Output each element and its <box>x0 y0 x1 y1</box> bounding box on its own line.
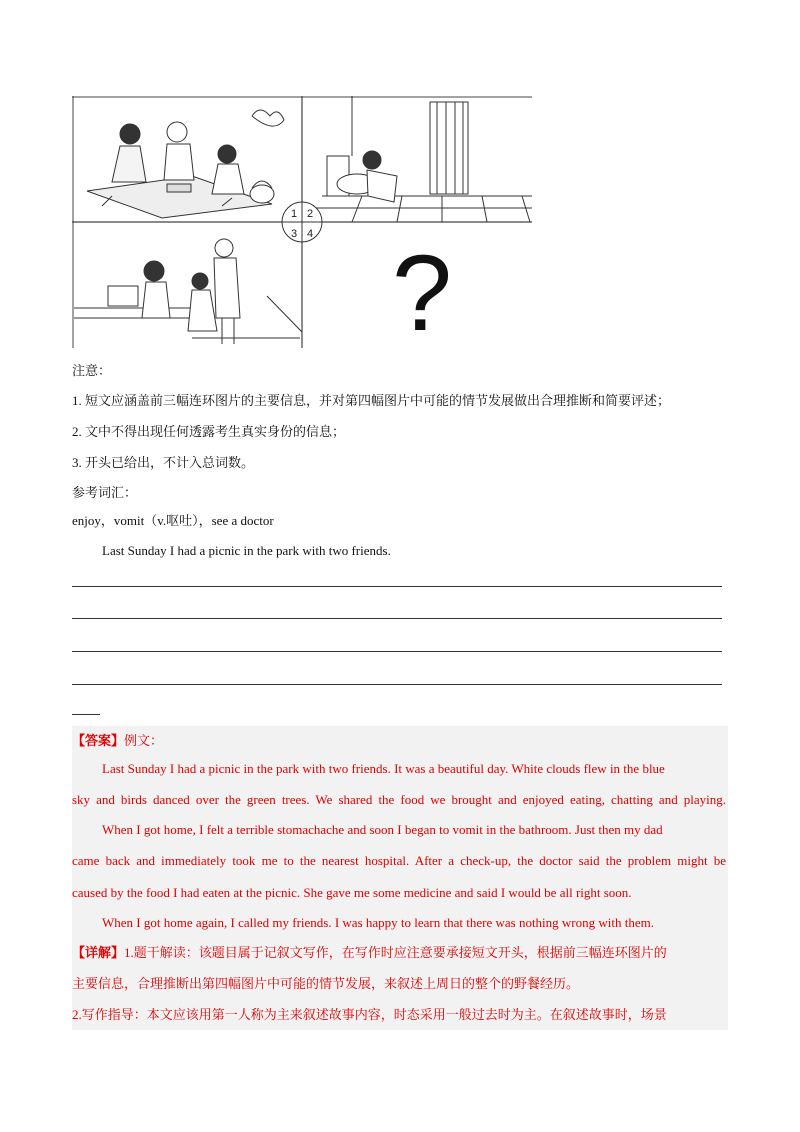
notice-item-3: 3. 开头已给出，不计入总词数。 <box>72 455 255 470</box>
panel-number-badge <box>282 202 322 242</box>
detail-line-3: 2.写作指导：本文应该用第一人称为主来叙述故事内容，时态采用一般过去时为主。在叙述故事时，场景 <box>72 1007 667 1022</box>
panel-number-4: 4 <box>307 228 314 240</box>
panel-4-question-mark: ? <box>392 232 453 348</box>
panel-number-3: 3 <box>291 228 298 240</box>
answer-heading <box>72 732 163 750</box>
notice-item-1: 1. 短文应涵盖前三幅连环图片的主要信息，并对第四幅图片中可能的情节发展做出合理推断和简要评述； <box>72 393 671 408</box>
detail-label: 【详解】 <box>72 945 125 960</box>
answer-label-suffix: 例文： <box>124 733 164 748</box>
writing-line <box>72 586 722 587</box>
answer-line-6: When I got home again, I called my friends. I was happy to learn that there was nothing wrong with them. <box>102 915 654 930</box>
notice-item-2: 2. 文中不得出现任何透露考生真实身份的信息； <box>72 424 346 439</box>
detail-line-1-text: 1.题干解读：该题目属于记叙文写作，在写作时应注意要承接短文开头，根据前三幅连环图片的 <box>124 945 667 960</box>
answer-label: 【答案】 <box>72 733 125 748</box>
answer-line-1: Last Sunday I had a picnic in the park with two friends. It was a beautiful day. White clouds flew in the blue <box>102 761 665 776</box>
vocab-title: 参考词汇： <box>72 485 138 500</box>
answer-line-2: sky and birds danced over the green trees. We shared the food we brought and enjoyed eating, chatting and playing. <box>72 792 726 807</box>
detail-line-2: 主要信息，合理推断出第四幅图片中可能的情节发展，来叙述上周日的整个的野餐经历。 <box>72 976 580 991</box>
notice-title: 注意： <box>72 363 112 378</box>
panel-number-1: 1 <box>291 208 298 220</box>
writing-line <box>72 684 722 685</box>
detail-line-1 <box>72 944 667 962</box>
writing-line <box>72 618 722 619</box>
writing-line-end <box>72 714 100 715</box>
opening-sentence: Last Sunday I had a picnic in the park with two friends. <box>102 543 391 558</box>
panel-number-2: 2 <box>307 208 314 220</box>
vocab-words: enjoy，vomit（v.呕吐），see a doctor <box>72 513 274 528</box>
comic-strip-illustration <box>72 96 534 348</box>
writing-line <box>72 651 722 652</box>
answer-line-4: came back and immediately took me to the nearest hospital. After a check-up, the doctor said the problem might be <box>72 853 726 868</box>
answer-line-3: When I got home, I felt a terrible stomachache and soon I began to vomit in the bathroom. Just then my dad <box>102 822 663 837</box>
answer-line-5: caused by the food I had eaten at the picnic. She gave me some medicine and said I would be all right soon. <box>72 885 632 900</box>
